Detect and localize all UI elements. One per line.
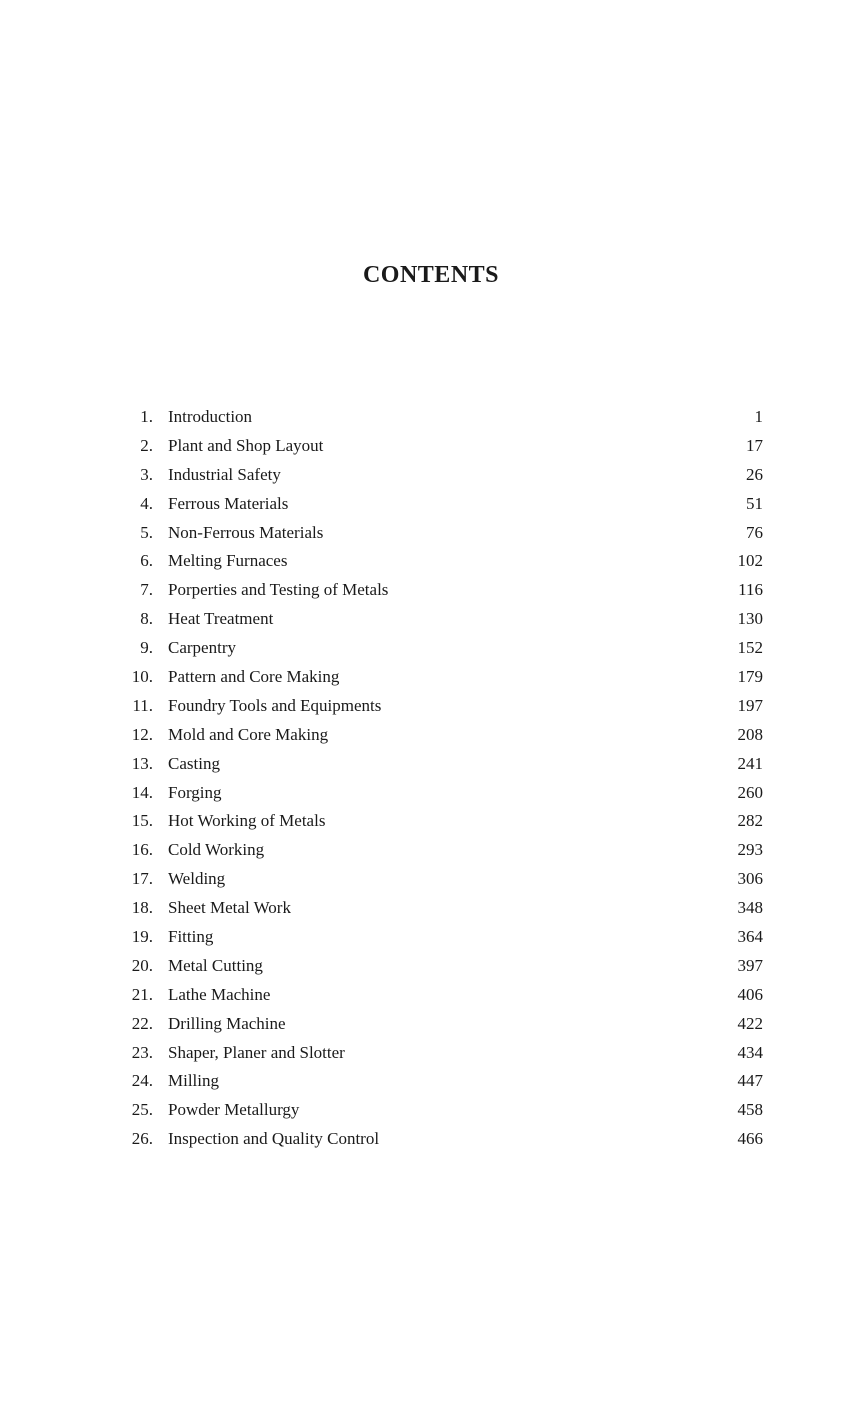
toc-entry-page: 458 [737,1100,763,1120]
toc-entry-title: Industrial Safety [168,464,281,484]
toc-entry-number: 16. [131,840,153,860]
toc-entry [118,1096,763,1125]
toc-entry-title: Metal Cutting [168,955,263,975]
toc-entry-page: 76 [746,522,763,542]
toc-entry-page: 406 [737,984,763,1004]
page-title: CONTENTS [362,262,500,288]
toc-entry [118,1010,763,1039]
toc-entry-title: Plant and Shop Layout [168,435,324,455]
toc-entry-title: Fitting [168,927,214,947]
toc-entry-title: Welding [168,869,226,889]
toc-entry [118,576,763,605]
toc-entry-number: 23. [131,1042,153,1062]
toc-entry-page: 260 [737,782,763,802]
toc-entry [118,1039,763,1068]
toc-entry-page: 422 [737,1013,763,1033]
toc-entry-title: Lathe Machine [168,984,271,1004]
toc-entry-page: 434 [737,1042,763,1062]
toc-entry [118,750,763,779]
toc-entry-page: 447 [737,1071,763,1091]
toc-entry [118,663,763,692]
toc-entry-number: 18. [131,898,153,918]
toc-entry-title: Inspection and Quality Control [168,1129,380,1149]
toc-entry-number: 4. [140,493,153,513]
toc-entry-number: 2. [140,435,153,455]
toc-entry [118,721,763,750]
toc-entry-number: 7. [140,580,153,600]
toc-entry-page: 130 [737,609,763,629]
toc-entry-page: 152 [737,638,763,658]
toc-entry-page: 102 [737,551,763,571]
toc-entry-title: Ferrous Materials [168,493,289,513]
table-of-contents [118,403,763,1154]
toc-entry-page: 397 [737,955,763,975]
toc-entry-page: 116 [738,580,763,600]
toc-entry-number: 6. [140,551,153,571]
toc-entry-page: 466 [737,1129,763,1149]
toc-entry-page: 208 [737,724,763,744]
toc-entry-number: 26. [131,1129,153,1149]
toc-entry-title: Porperties and Testing of Metals [168,580,389,600]
toc-entry-number: 17. [131,869,153,889]
toc-entry [118,432,763,461]
toc-entry [118,605,763,634]
toc-entry-title: Casting [168,753,220,773]
toc-entry-page: 306 [737,869,763,889]
toc-entry-number: 19. [131,927,153,947]
toc-entry-page: 364 [737,927,763,947]
toc-entry-number: 24. [131,1071,153,1091]
toc-entry [118,692,763,721]
toc-entry-page: 1 [754,407,763,426]
toc-entry [118,1067,763,1096]
toc-entry-title: Foundry Tools and Equipments [168,695,382,715]
toc-entry-number: 20. [131,955,153,975]
toc-entry-title: Powder Metallurgy [168,1100,300,1120]
toc-entry-number: 14. [131,782,153,802]
toc-entry-title: Pattern and Core Making [168,667,340,687]
toc-entry [118,547,763,576]
toc-entry [118,981,763,1010]
toc-entry-number: 12. [131,724,153,744]
toc-entry [118,403,763,432]
toc-entry-page: 293 [737,840,763,860]
toc-entry-page: 282 [737,811,763,831]
toc-entry-number: 3. [140,464,153,484]
toc-entry-title: Sheet Metal Work [168,898,291,918]
toc-entry-title: Carpentry [168,638,236,658]
toc-entry-page: 348 [737,898,763,918]
toc-entry-number: 13. [131,753,153,773]
toc-entry-title: Drilling Machine [168,1013,286,1033]
toc-entry [118,836,763,865]
toc-entry-title: Cold Working [168,840,265,860]
toc-entry-number: 10. [131,667,153,687]
toc-entry-number: 15. [131,811,153,831]
toc-entry-number: 22. [131,1013,153,1033]
toc-entry-page: 197 [737,695,763,715]
toc-entry-page: 51 [746,493,763,513]
toc-entry-title: Hot Working of Metals [168,811,326,831]
toc-entry [118,923,763,952]
toc-entry-number: 5. [140,522,153,542]
toc-entry-title: Milling [168,1071,220,1091]
toc-entry-title: Introduction [168,407,253,426]
toc-entry [118,894,763,923]
toc-entry [118,461,763,490]
toc-entry-page: 179 [737,667,763,687]
toc-entry-title: Non-Ferrous Materials [168,522,324,542]
toc-entry-title: Shaper, Planer and Slotter [168,1042,345,1062]
toc-entry-page: 17 [746,435,763,455]
toc-entry [118,952,763,981]
toc-entry-number: 21. [131,984,153,1004]
toc-entry-title: Mold and Core Making [168,724,329,744]
toc-entry-number: 1. [140,407,153,426]
toc-entry [118,1125,763,1154]
toc-entry [118,519,763,548]
toc-entry [118,865,763,894]
toc-entry-title: Heat Treatment [168,609,274,629]
toc-entry-page: 241 [737,753,763,773]
toc-entry-page: 26 [746,464,763,484]
toc-entry-number: 25. [131,1100,153,1120]
toc-entry-title: Melting Furnaces [168,551,288,571]
toc-entry-title: Forging [168,782,222,802]
toc-entry-number: 9. [140,638,153,658]
toc-entry-number: 11. [132,695,153,715]
toc-entry [118,490,763,519]
toc-entry [118,807,763,836]
toc-entry-number: 8. [140,609,153,629]
toc-entry [118,779,763,808]
toc-entry [118,634,763,663]
